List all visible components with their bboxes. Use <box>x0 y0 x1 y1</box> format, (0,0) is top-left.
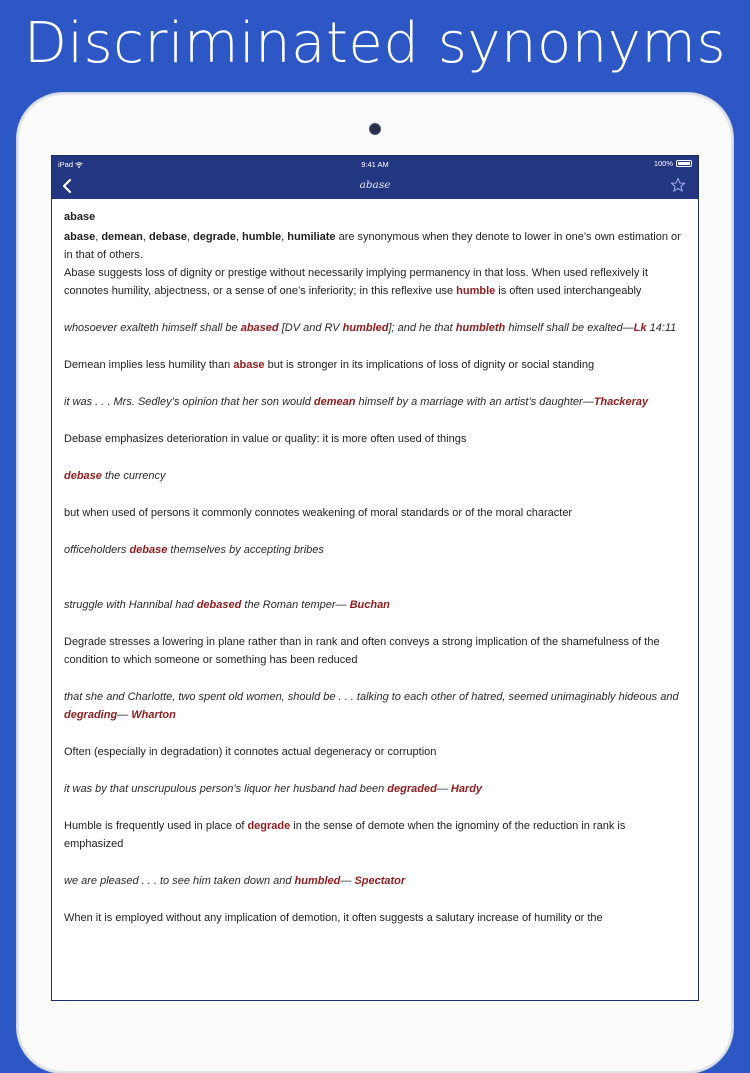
cross-reference-link[interactable]: demean <box>313 396 356 408</box>
cross-reference-link[interactable]: degraded <box>387 783 437 795</box>
synonym-word: abase <box>64 231 96 243</box>
cross-reference-link[interactable]: humble <box>456 285 496 297</box>
cross-reference-link[interactable]: humbleth <box>455 322 506 334</box>
usage-paragraph: Humble is frequently used in place of degrade in the sense of demote when the ignominy of the reduction in rank is emphasized <box>64 820 626 850</box>
synonym-word: humble <box>242 231 282 243</box>
example-quote: officeholders debase themselves by accepting bribes <box>64 544 324 556</box>
usage-paragraph: but when used of persons it commonly connotes weakening of moral standards or of the moral character <box>64 507 573 519</box>
usage-paragraph: When it is employed without any implication of demotion, it often suggests a salutary increase of humility or the <box>64 912 603 924</box>
cross-reference-link[interactable]: abased <box>240 322 279 334</box>
example-quote: that she and Charlotte, two spent old women, should be . . . talking to each other of hatred, seemed unimaginably hideous and degrading— Wharton <box>64 691 679 721</box>
quote-source: Lk <box>633 322 647 334</box>
synonym-word: degrade <box>193 231 236 243</box>
synonym-word: debase <box>149 231 187 243</box>
cross-reference-link[interactable]: abase <box>233 359 265 371</box>
quote-source: Hardy <box>450 783 483 795</box>
example-quote: struggle with Hannibal had debased the Roman temper— Buchan <box>64 599 390 611</box>
cross-reference-link[interactable]: degrading <box>64 709 118 721</box>
status-device: iPad <box>58 160 83 169</box>
cross-reference-link[interactable]: debase <box>64 470 102 482</box>
usage-paragraph: Demean implies less humility than abase but is stronger in its implications of loss of dignity or social standing <box>64 359 595 371</box>
cross-reference-link[interactable]: humbled <box>342 322 389 334</box>
navigation-bar <box>52 173 698 199</box>
quote-source: Buchan <box>349 599 390 611</box>
synonym-definition: abase, demean, debase, degrade, humble, humiliate are synonymous when they denote to lower in one’s own estimation or in that of others. <box>64 231 681 261</box>
usage-paragraph: Debase emphasizes deterioration in value or quality: it is more often used of things <box>64 433 467 445</box>
synonym-word: demean <box>101 231 143 243</box>
battery-icon <box>676 160 692 167</box>
status-time: 9:41 AM <box>361 160 389 169</box>
cross-reference-link[interactable]: degrade <box>247 820 291 832</box>
promo-headline: Discriminated synonyms <box>23 11 727 76</box>
example-quote: whosoever exalteth himself shall be abased [DV and RV humbled]; and he that humbleth himself shall be exalted—Lk 14:11 <box>64 322 677 334</box>
usage-paragraph: Abase suggests loss of dignity or prestige without necessarily implying permanency in that loss. When used reflexively it connotes humility, abjectness, or a sense of one’s inferiority; in this reflexive use humble is often used interchangeably <box>64 267 648 297</box>
app-screen <box>52 156 698 1000</box>
quote-source: Wharton <box>131 709 176 721</box>
quote-source: Spectator <box>354 875 406 887</box>
usage-paragraph: Often (especially in degradation) it connotes actual degeneracy or corruption <box>64 746 437 758</box>
cross-reference-link[interactable]: humbled <box>294 875 341 887</box>
example-quote: we are pleased . . . to see him taken down and humbled— Spectator <box>64 875 406 887</box>
example-quote: it was . . . Mrs. Sedley’s opinion that her son would demean himself by a marriage with an artist’s daughter—Thackeray <box>64 396 649 408</box>
example-quote: it was by that unscrupulous person’s liquor her husband had been degraded— Hardy <box>64 783 483 795</box>
usage-paragraph: Degrade stresses a lowering in plane rather than in rank and often conveys a strong implication of the shamefulness of the condition to which someone or something has been reduced <box>64 636 660 666</box>
cross-reference-link[interactable]: debase <box>129 544 168 556</box>
battery-percent: 100% <box>653 159 673 168</box>
synonym-word: humiliate <box>287 231 336 243</box>
favorite-button[interactable] <box>670 177 686 193</box>
nav-title: abase <box>359 179 391 191</box>
example-quote: debase the currency <box>64 470 166 482</box>
entry-content <box>52 199 698 927</box>
quote-source: Thackeray <box>593 396 649 408</box>
star-icon <box>670 177 686 193</box>
status-battery <box>654 159 692 168</box>
entry-headword: abase <box>64 211 96 223</box>
front-camera <box>370 124 380 134</box>
cross-reference-link[interactable]: debased <box>196 599 242 611</box>
status-bar <box>52 156 698 173</box>
